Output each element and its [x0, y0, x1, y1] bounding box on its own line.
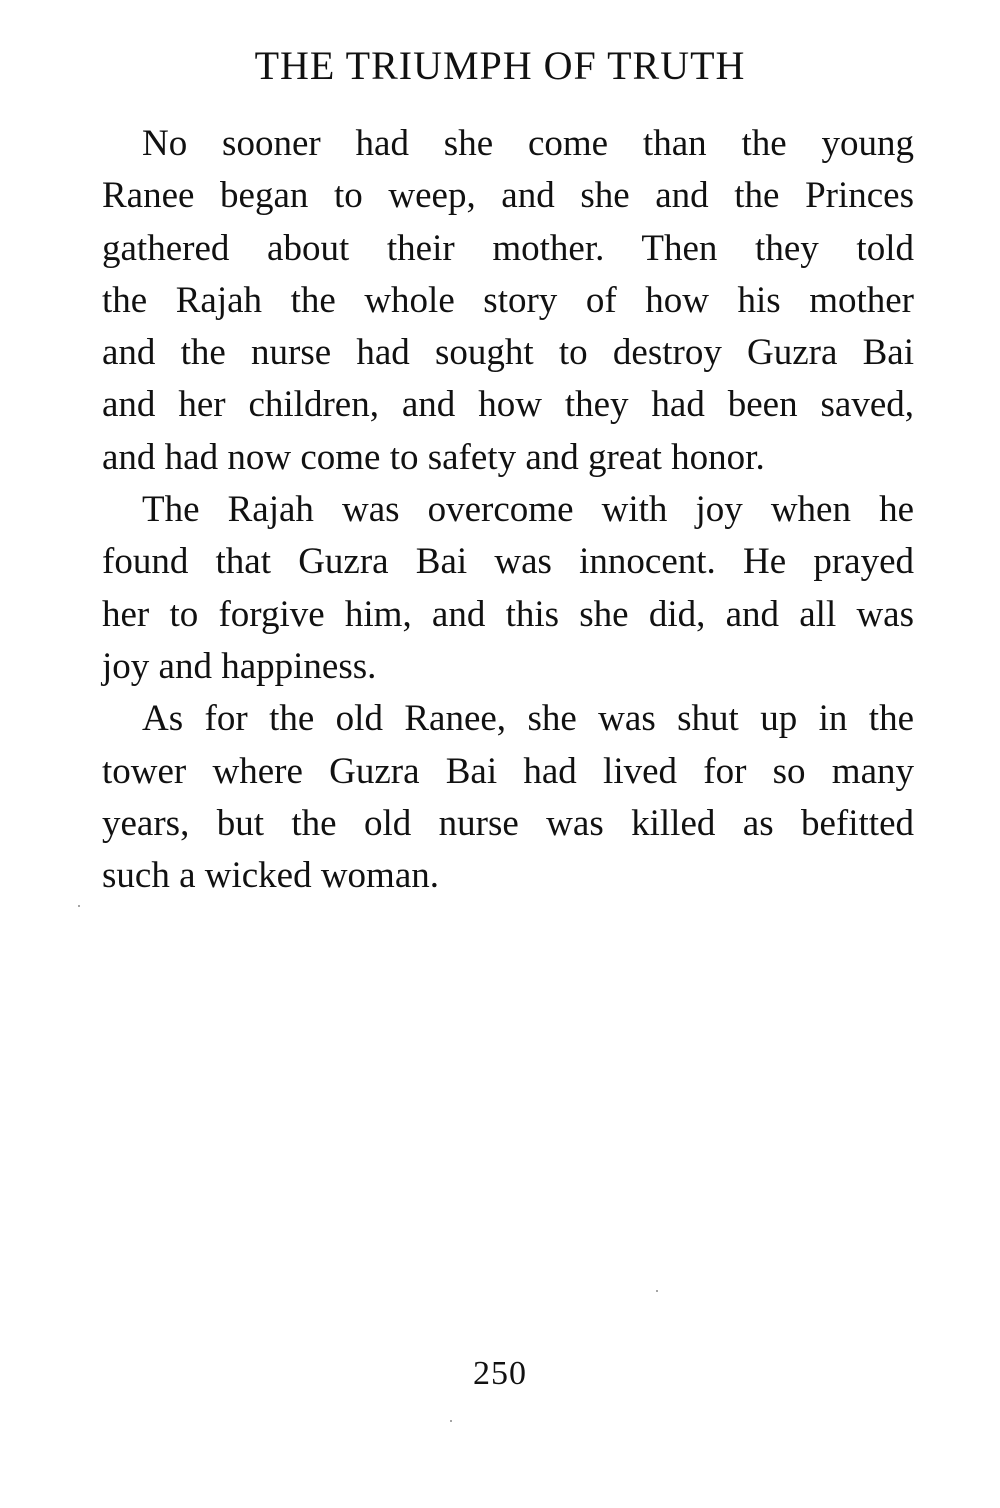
paper-speck — [656, 1290, 658, 1292]
paper-speck — [78, 905, 80, 907]
text-line: joy and happiness. — [102, 645, 377, 687]
page-number: 250 — [473, 1355, 527, 1392]
text-line: the Rajah the whole story of how his mother — [102, 279, 914, 321]
text-line: The Rajah was overcome with joy when he — [142, 489, 914, 531]
text-line: found that Guzra Bai was innocent. He prayed — [102, 541, 914, 583]
body-text — [102, 118, 914, 902]
text-line: No sooner had she come than the young — [142, 123, 914, 164]
text-line: her to forgive him, and this she did, and all was — [102, 593, 914, 635]
text-line: As for the old Ranee, she was shut up in the — [142, 698, 914, 740]
text-line: Ranee began to weep, and she and the Princes — [102, 175, 914, 217]
text-line: such a wicked woman. — [102, 855, 440, 897]
text-line: and had now come to safety and great honor. — [102, 436, 765, 478]
paragraph-1 — [102, 118, 914, 484]
running-title: THE TRIUMPH OF TRUTH — [254, 43, 746, 88]
paper-speck — [450, 1420, 452, 1422]
text-line: and her children, and how they had been saved, — [102, 384, 914, 426]
text-line: and the nurse had sought to destroy Guzra Bai — [102, 332, 914, 374]
text-line: gathered about their mother. Then they told — [102, 227, 914, 269]
paragraph-2 — [102, 484, 914, 693]
text-line: tower where Guzra Bai had lived for so many — [102, 750, 914, 792]
text-line: years, but the old nurse was killed as befitted — [102, 802, 914, 844]
paragraph-3 — [102, 693, 914, 902]
